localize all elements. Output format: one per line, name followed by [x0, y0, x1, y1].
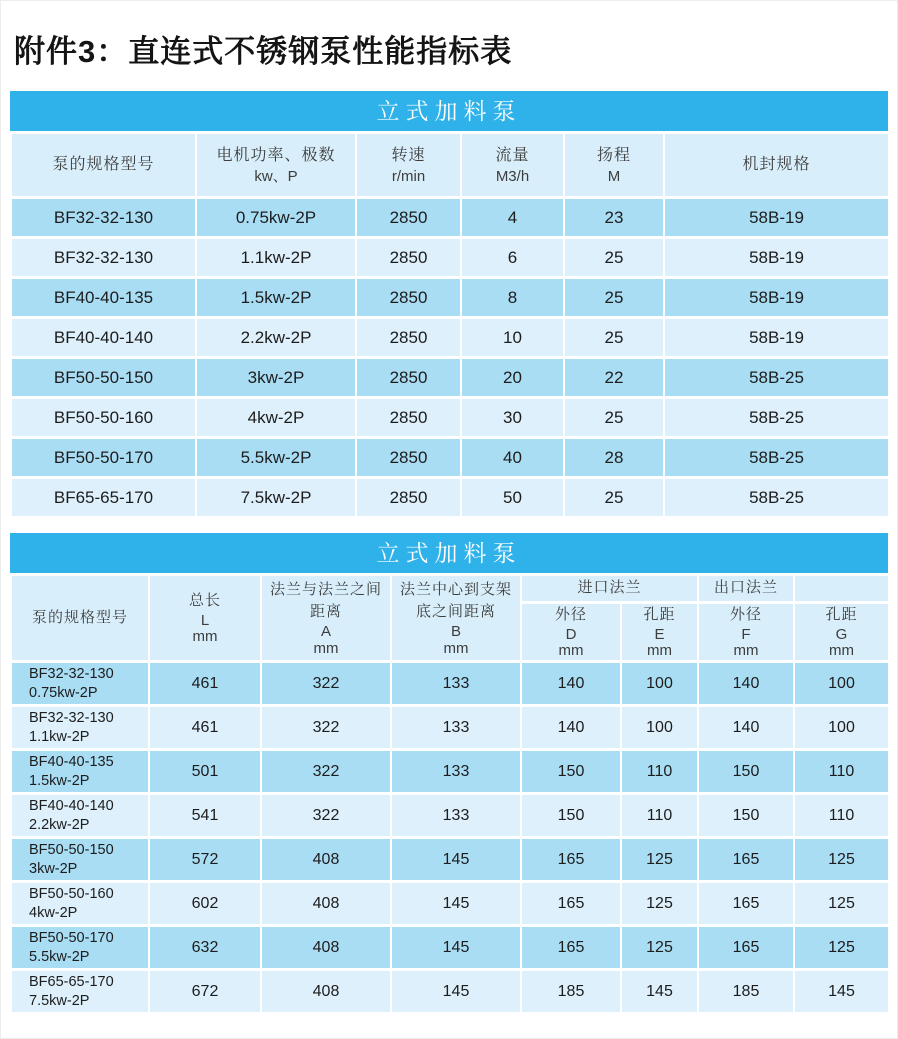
cell-outlet-g: 125 [794, 838, 889, 882]
cell-distance-a: 322 [261, 750, 391, 794]
cell-outlet-f: 140 [698, 706, 794, 750]
cell-model: BF65-65-170 [11, 478, 196, 518]
model-code: BF65-65-170 [29, 973, 114, 990]
cell-speed: 2850 [356, 438, 461, 478]
header-outlet-flange-group: 出口法兰 [698, 575, 794, 603]
cell-model: BF40-40-140 [11, 318, 196, 358]
table-row [11, 278, 889, 318]
cell-length-l: 541 [149, 794, 261, 838]
cell-outlet-f: 185 [698, 970, 794, 1014]
cell-distance-b: 145 [391, 882, 521, 926]
cell-model: BF32-32-130 [11, 238, 196, 278]
header-motor-power: 电机功率、极数 kw、P [196, 133, 356, 198]
header-inlet-outer-d: 外径 D mm [521, 603, 621, 662]
table-row [11, 438, 889, 478]
cell-speed: 2850 [356, 478, 461, 518]
table-row [11, 794, 889, 838]
cell-inlet-e: 100 [621, 706, 698, 750]
cell-power: 0.75kw-2P [196, 198, 356, 238]
table2-caption: 立式加料泵 [376, 540, 522, 566]
header-model: 泵的规格型号 [11, 575, 149, 662]
model-code: BF40-40-135 [29, 753, 114, 770]
model-code: BF50-50-160 [29, 885, 114, 902]
cell-inlet-d: 165 [521, 926, 621, 970]
table-row [11, 750, 889, 794]
cell-distance-a: 408 [261, 970, 391, 1014]
cell-inlet-d: 165 [521, 882, 621, 926]
header-inlet-hole-e: 孔距 E mm [621, 603, 698, 662]
model-power: 3kw-2P [29, 860, 78, 877]
header-inlet-flange-group: 进口法兰 [521, 575, 698, 603]
cell-seal: 58B-25 [664, 478, 889, 518]
table-row [11, 926, 889, 970]
cell-inlet-d: 165 [521, 838, 621, 882]
cell-model [11, 882, 149, 926]
cell-inlet-d: 185 [521, 970, 621, 1014]
cell-speed: 2850 [356, 398, 461, 438]
cell-head: 25 [564, 278, 664, 318]
model-code: BF50-50-170 [29, 929, 114, 946]
model-power: 1.1kw-2P [29, 728, 90, 745]
cell-head: 25 [564, 478, 664, 518]
table-row [11, 398, 889, 438]
cell-power: 1.1kw-2P [196, 238, 356, 278]
cell-outlet-f: 165 [698, 838, 794, 882]
model-code: BF50-50-150 [29, 841, 114, 858]
cell-model [11, 750, 149, 794]
cell-length-l: 461 [149, 662, 261, 706]
cell-outlet-f: 165 [698, 882, 794, 926]
cell-flow: 6 [461, 238, 564, 278]
cell-seal: 58B-19 [664, 318, 889, 358]
table-row [11, 838, 889, 882]
cell-seal: 58B-19 [664, 238, 889, 278]
cell-power: 5.5kw-2P [196, 438, 356, 478]
cell-speed: 2850 [356, 318, 461, 358]
cell-flow: 8 [461, 278, 564, 318]
model-code: BF32-32-130 [29, 665, 114, 682]
cell-model: BF32-32-130 [11, 198, 196, 238]
cell-seal: 58B-19 [664, 278, 889, 318]
cell-model: BF50-50-160 [11, 398, 196, 438]
cell-model: BF50-50-150 [11, 358, 196, 398]
cell-seal: 58B-19 [664, 198, 889, 238]
cell-length-l: 461 [149, 706, 261, 750]
cell-distance-a: 408 [261, 926, 391, 970]
cell-power: 4kw-2P [196, 398, 356, 438]
cell-inlet-e: 100 [621, 662, 698, 706]
cell-distance-b: 145 [391, 926, 521, 970]
cell-model: BF50-50-170 [11, 438, 196, 478]
header-head: 扬程 M [564, 133, 664, 198]
table-row [11, 882, 889, 926]
cell-distance-a: 322 [261, 794, 391, 838]
header-flange-distance-a: 法兰与法兰之间 距离 A mm [261, 575, 391, 662]
cell-outlet-g: 110 [794, 794, 889, 838]
cell-distance-a: 408 [261, 882, 391, 926]
cell-model [11, 662, 149, 706]
header-seal: 机封规格 [664, 133, 889, 198]
table1-caption-bar [10, 91, 888, 131]
cell-power: 1.5kw-2P [196, 278, 356, 318]
cell-flow: 10 [461, 318, 564, 358]
cell-outlet-g: 100 [794, 662, 889, 706]
cell-flow: 50 [461, 478, 564, 518]
model-code: BF32-32-130 [29, 709, 114, 726]
cell-head: 22 [564, 358, 664, 398]
cell-inlet-e: 110 [621, 794, 698, 838]
model-power: 1.5kw-2P [29, 772, 90, 789]
cell-distance-b: 145 [391, 838, 521, 882]
model-power: 7.5kw-2P [29, 992, 90, 1009]
cell-outlet-f: 140 [698, 662, 794, 706]
cell-power: 7.5kw-2P [196, 478, 356, 518]
cell-outlet-f: 150 [698, 750, 794, 794]
cell-speed: 2850 [356, 358, 461, 398]
cell-head: 25 [564, 238, 664, 278]
cell-flow: 30 [461, 398, 564, 438]
table-row [11, 478, 889, 518]
cell-outlet-f: 150 [698, 794, 794, 838]
cell-model [11, 838, 149, 882]
cell-length-l: 672 [149, 970, 261, 1014]
cell-model [11, 926, 149, 970]
cell-distance-a: 322 [261, 662, 391, 706]
dimensions-group-header-row [11, 575, 889, 603]
header-total-length: 总长 L mm [149, 575, 261, 662]
cell-flow: 20 [461, 358, 564, 398]
cell-seal: 58B-25 [664, 358, 889, 398]
cell-outlet-g: 125 [794, 926, 889, 970]
model-power: 5.5kw-2P [29, 948, 90, 965]
cell-flow: 40 [461, 438, 564, 478]
cell-seal: 58B-25 [664, 398, 889, 438]
table-row [11, 238, 889, 278]
header-outlet-flange-empty [794, 575, 889, 603]
cell-inlet-d: 140 [521, 706, 621, 750]
header-model: 泵的规格型号 [11, 133, 196, 198]
cell-inlet-e: 125 [621, 882, 698, 926]
cell-model [11, 970, 149, 1014]
model-power: 0.75kw-2P [29, 684, 98, 701]
cell-outlet-g: 100 [794, 706, 889, 750]
cell-length-l: 632 [149, 926, 261, 970]
cell-head: 25 [564, 398, 664, 438]
model-power: 2.2kw-2P [29, 816, 90, 833]
table-row [11, 662, 889, 706]
cell-inlet-d: 140 [521, 662, 621, 706]
cell-speed: 2850 [356, 278, 461, 318]
model-code: BF40-40-140 [29, 797, 114, 814]
header-outlet-hole-g: 孔距 G mm [794, 603, 889, 662]
table-row [11, 198, 889, 238]
table-row [11, 706, 889, 750]
cell-speed: 2850 [356, 198, 461, 238]
cell-distance-a: 408 [261, 838, 391, 882]
cell-speed: 2850 [356, 238, 461, 278]
cell-outlet-g: 125 [794, 882, 889, 926]
page-title: 附件3：直连式不锈钢泵性能指标表 [14, 34, 513, 69]
table2-caption-bar [10, 533, 888, 573]
model-power: 4kw-2P [29, 904, 78, 921]
cell-length-l: 501 [149, 750, 261, 794]
cell-outlet-g: 110 [794, 750, 889, 794]
cell-distance-b: 133 [391, 662, 521, 706]
cell-head: 23 [564, 198, 664, 238]
header-flow: 流量 M3/h [461, 133, 564, 198]
cell-power: 2.2kw-2P [196, 318, 356, 358]
cell-inlet-d: 150 [521, 750, 621, 794]
cell-flow: 4 [461, 198, 564, 238]
performance-header-row [11, 133, 889, 198]
cell-inlet-e: 125 [621, 838, 698, 882]
cell-power: 3kw-2P [196, 358, 356, 398]
cell-distance-a: 322 [261, 706, 391, 750]
dimensions-table-section [10, 533, 888, 1015]
table-row [11, 970, 889, 1014]
cell-inlet-e: 125 [621, 926, 698, 970]
header-speed: 转速 r/min [356, 133, 461, 198]
dimensions-table [10, 573, 890, 1015]
cell-inlet-e: 110 [621, 750, 698, 794]
header-outlet-outer-f: 外径 F mm [698, 603, 794, 662]
cell-head: 28 [564, 438, 664, 478]
cell-distance-b: 133 [391, 706, 521, 750]
cell-length-l: 572 [149, 838, 261, 882]
table-row [11, 318, 889, 358]
cell-inlet-e: 145 [621, 970, 698, 1014]
cell-inlet-d: 150 [521, 794, 621, 838]
cell-outlet-f: 165 [698, 926, 794, 970]
performance-table-section [10, 91, 888, 519]
cell-head: 25 [564, 318, 664, 358]
table1-caption: 立式加料泵 [376, 98, 522, 124]
cell-model [11, 706, 149, 750]
cell-distance-b: 133 [391, 794, 521, 838]
performance-table [10, 131, 890, 519]
header-bracket-distance-b: 法兰中心到支架 底之间距离 B mm [391, 575, 521, 662]
cell-model: BF40-40-135 [11, 278, 196, 318]
table-row [11, 358, 889, 398]
cell-distance-b: 133 [391, 750, 521, 794]
cell-distance-b: 145 [391, 970, 521, 1014]
cell-seal: 58B-25 [664, 438, 889, 478]
cell-outlet-g: 145 [794, 970, 889, 1014]
cell-model [11, 794, 149, 838]
cell-length-l: 602 [149, 882, 261, 926]
